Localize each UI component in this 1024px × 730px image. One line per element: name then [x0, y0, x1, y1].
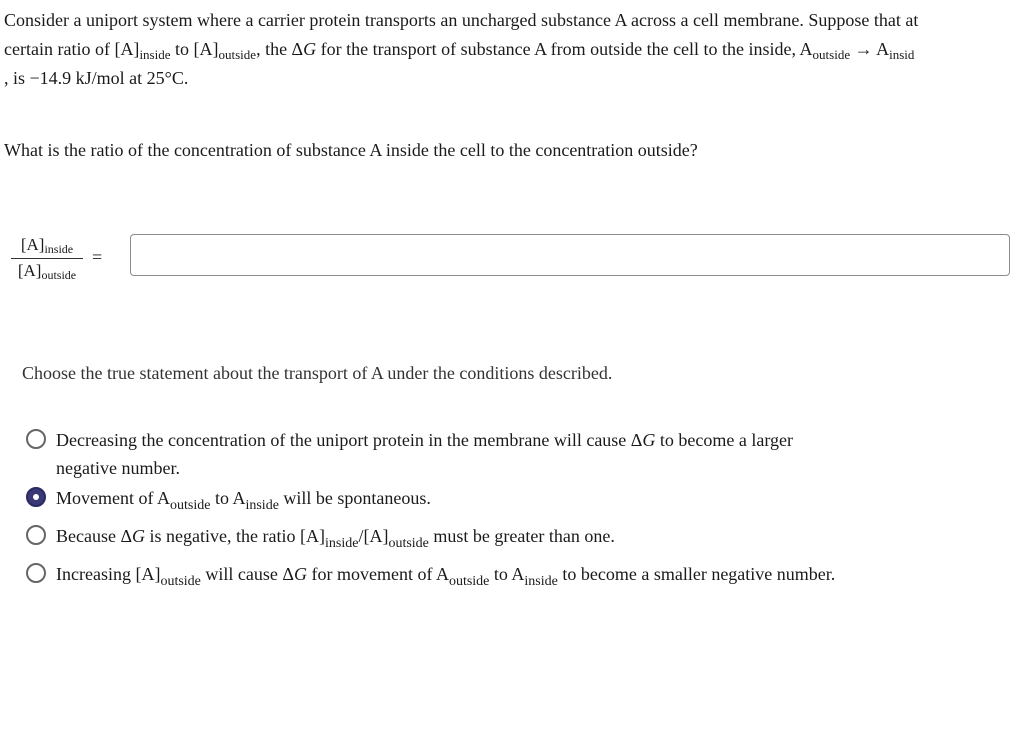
text-fragment: Movement of A — [56, 488, 170, 508]
option-4[interactable] — [24, 560, 1004, 588]
subscript: inside — [44, 242, 74, 256]
subscript: outside — [812, 47, 851, 62]
text-fragment: negative number. — [56, 458, 180, 478]
text-fragment: , the Δ — [256, 39, 304, 59]
subscript: outside — [448, 574, 490, 589]
text-fragment: [A] — [20, 235, 45, 254]
italic-g: G — [303, 39, 317, 59]
subscript: outside — [388, 536, 429, 551]
question-text: What is the ratio of the concentration of substance A inside the cell to the concentration outside? — [4, 140, 698, 160]
text-fragment: Because Δ — [56, 526, 133, 546]
option-2[interactable] — [24, 484, 1004, 512]
text-fragment: for movement of A — [306, 564, 449, 584]
text-fragment: will cause Δ — [200, 564, 294, 584]
equals-sign: = — [92, 247, 103, 267]
text-fragment: to A — [210, 488, 246, 508]
text-fragment: /[A] — [358, 526, 389, 546]
italic-g: G — [642, 430, 656, 450]
text-fragment: for the transport of substance A from outside the cell to the inside, A — [316, 39, 813, 59]
option-1[interactable] — [24, 426, 1004, 482]
text-fragment: [A] — [17, 261, 42, 280]
text-fragment: to A — [489, 564, 525, 584]
radio-button-unselected[interactable] — [26, 525, 46, 545]
answer-options — [24, 426, 1004, 588]
subscript: outside — [170, 498, 211, 513]
subscript: inside — [139, 47, 171, 62]
subscript: inside — [325, 536, 359, 551]
text-fragment: is negative, the ratio [A] — [145, 526, 325, 546]
text-fragment: to become a smaller negative number. — [557, 564, 836, 584]
text-fragment: Increasing [A] — [56, 564, 161, 584]
radio-button-selected[interactable] — [26, 487, 46, 507]
text-fragment: will be spontaneous. — [278, 488, 431, 508]
text-fragment: to [A] — [170, 39, 219, 59]
text-fragment: certain ratio of [A] — [4, 39, 140, 59]
subscript: insid — [889, 47, 915, 62]
italic-g: G — [132, 526, 146, 546]
choose-prompt: Choose the true statement about the transport of A under the conditions described. — [22, 363, 613, 383]
italic-g: G — [293, 564, 307, 584]
text-fragment: to become a larger — [655, 430, 793, 450]
subscript: outside — [218, 47, 257, 62]
statement-line-1: Consider a uniport system where a carrier protein transports an uncharged substance A across a cell membrane. Suppose that at — [4, 10, 919, 30]
option-3[interactable] — [24, 522, 1004, 550]
ratio-answer-input[interactable] — [130, 234, 1010, 276]
problem-statement — [4, 6, 1024, 93]
statement-line-3: , is −14.9 kJ/mol at 25°C. — [4, 68, 189, 88]
radio-button-unselected[interactable] — [26, 563, 46, 583]
subscript: outside — [41, 268, 77, 282]
subscript: outside — [160, 574, 201, 589]
text-fragment: → A — [850, 39, 890, 59]
fraction-numerator — [11, 234, 83, 259]
text-fragment: must be greater than one. — [428, 526, 615, 546]
statement-line-2 — [4, 35, 1024, 64]
text-fragment: Decreasing the concentration of the uniport protein in the membrane will cause Δ — [56, 430, 643, 450]
subscript: inside — [524, 574, 558, 589]
subscript: inside — [245, 498, 279, 513]
ratio-fraction — [11, 234, 83, 283]
fraction-denominator — [11, 259, 83, 283]
radio-button-unselected[interactable] — [26, 429, 46, 449]
